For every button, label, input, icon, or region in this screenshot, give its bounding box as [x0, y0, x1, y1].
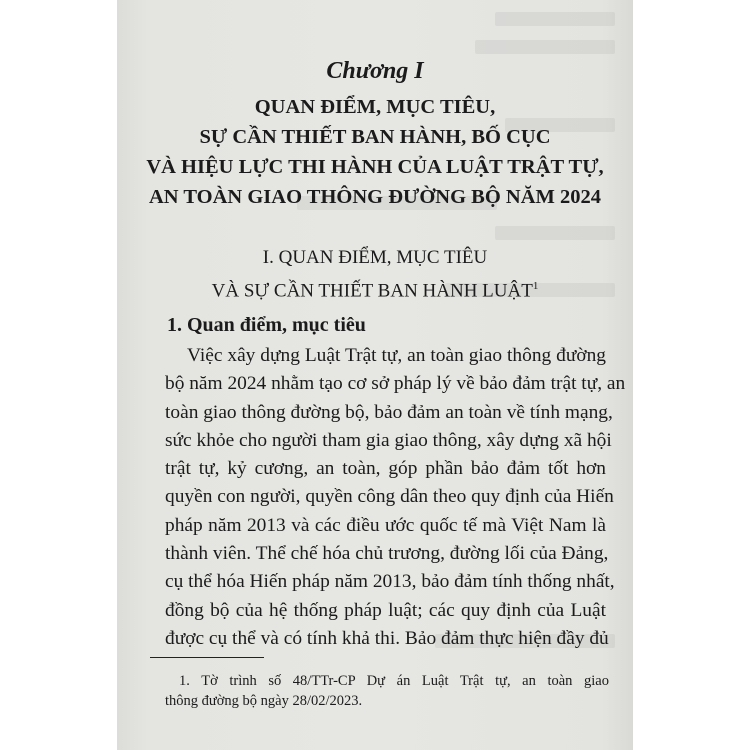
footnote-line: thông đường bộ ngày 28/02/2023. — [165, 693, 363, 709]
body-line: toàn giao thông đường bộ, bảo đảm an toàn về tính mạng, — [165, 401, 613, 423]
footnote — [165, 671, 609, 711]
body-line: cụ thể hóa Hiến pháp năm 2013, bảo đảm tính thống nhất, — [165, 571, 615, 593]
body-line: Việc xây dựng Luật Trật tự, an toàn giao thông đường — [187, 345, 606, 366]
body-line: bộ năm 2024 nhằm tạo cơ sở pháp lý về bảo đảm trật tự, an — [165, 373, 626, 395]
chapter-title-line: VÀ HIỆU LỰC THI HÀNH CỦA LUẬT TRẬT TỰ, — [146, 156, 604, 178]
section-title-line-2 — [117, 272, 633, 305]
subsection-title: 1. Quan điểm, mục tiêu — [167, 314, 366, 336]
section-title — [117, 244, 633, 305]
body-line: sức khỏe cho người tham gia giao thông, xây dựng xã hội — [165, 429, 612, 451]
footnote-ref: 1 — [532, 280, 539, 292]
section-title-line: I. QUAN ĐIỂM, MỤC TIÊU — [262, 247, 488, 268]
chapter-title-line: SỰ CẦN THIẾT BAN HÀNH, BỐ CỤC — [199, 126, 551, 148]
footnote-divider — [150, 657, 264, 658]
body-line: thành viên. Thể chế hóa chủ trương, đường lối của Đảng, — [165, 543, 609, 565]
body-line: pháp năm 2013 và các điều ước quốc tế mà Việt Nam là — [165, 514, 606, 536]
bleed-through — [475, 40, 615, 54]
chapter-title-line: AN TOÀN GIAO THÔNG ĐƯỜNG BỘ NĂM 2024 — [149, 186, 601, 208]
chapter-title-line: QUAN ĐIỂM, MỤC TIÊU, — [254, 96, 496, 118]
book-page — [117, 0, 633, 750]
body-line: đồng bộ của hệ thống pháp luật; các quy định của Luật — [165, 599, 606, 621]
body-line: được cụ thể và có tính khả thi. Bảo đảm thực hiện đầy đủ — [165, 627, 609, 649]
chapter-title — [117, 92, 633, 212]
bleed-through — [495, 12, 615, 26]
chapter-label: Chương I — [326, 58, 424, 84]
footnote-line: 1. Tờ trình số 48/TTr-CP Dự án Luật Trật tự, an toàn giao — [179, 673, 609, 689]
body-line: trật tự, kỷ cương, an toàn, góp phần bảo đảm tốt hơn — [165, 458, 606, 480]
section-title-text: VÀ SỰ CẦN THIẾT BAN HÀNH LUẬT — [211, 280, 533, 302]
bleed-through — [495, 226, 615, 240]
body-paragraph — [165, 342, 626, 653]
body-line: quyền con người, quyền công dân theo quy định của Hiến — [165, 486, 614, 508]
